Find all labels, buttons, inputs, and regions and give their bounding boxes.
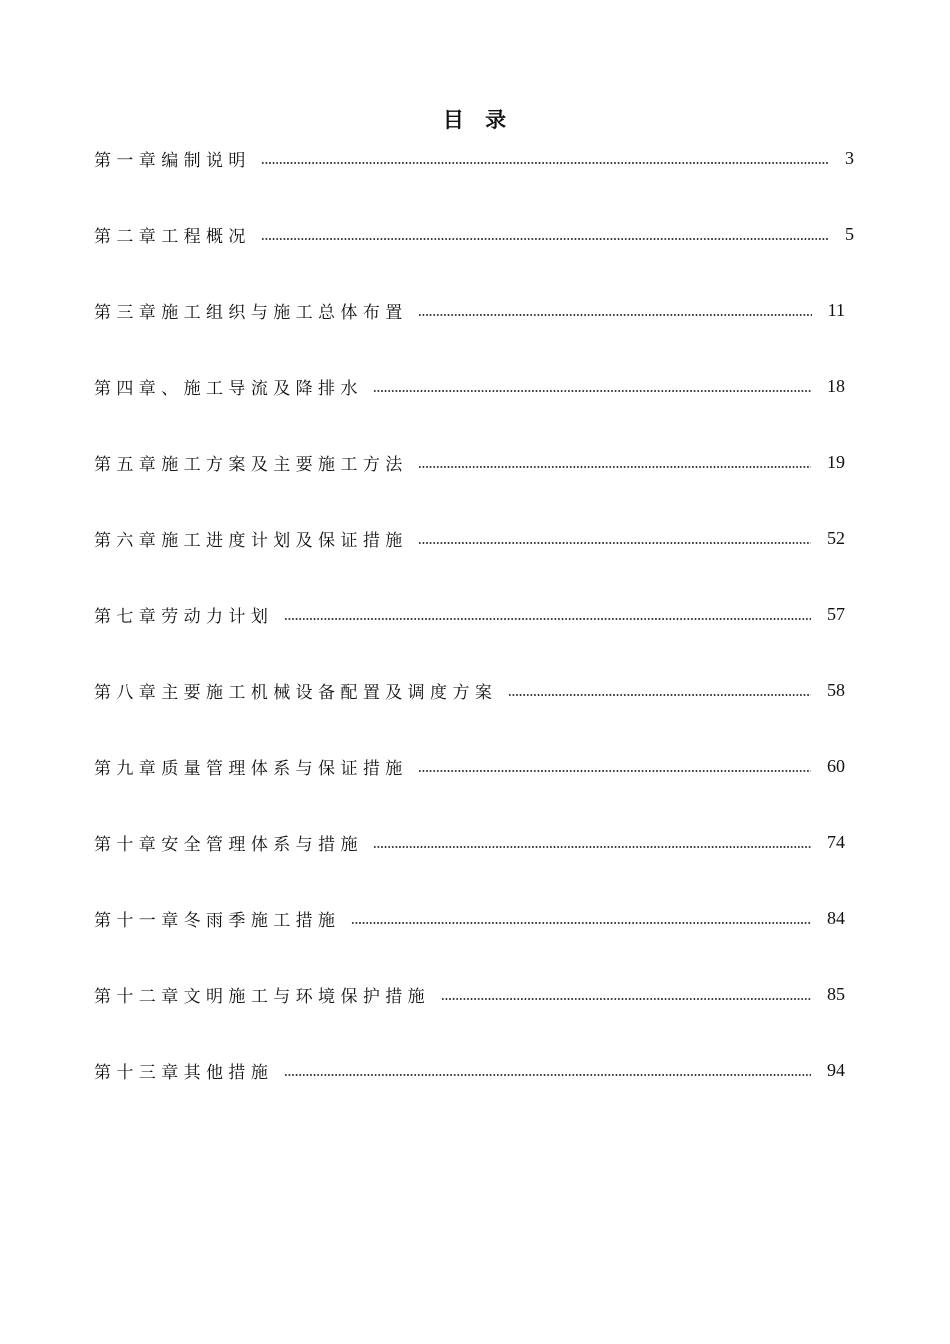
toc-entry[interactable] bbox=[94, 596, 845, 632]
toc-leader-dots bbox=[418, 466, 811, 468]
toc-entry-label: 第 一 章 编 制 说 明 bbox=[94, 150, 246, 171]
toc-entry[interactable] bbox=[94, 292, 845, 328]
toc-entry-label: 第 九 章 质 量 管 理 体 系 与 保 证 措 施 bbox=[94, 758, 403, 779]
toc-entry-label: 第 十 章 安 全 管 理 体 系 与 措 施 bbox=[94, 834, 358, 855]
toc-entry[interactable] bbox=[94, 824, 845, 860]
toc-entry[interactable] bbox=[94, 672, 845, 708]
toc-entry[interactable] bbox=[94, 140, 854, 176]
toc-entry[interactable] bbox=[94, 444, 845, 480]
toc-leader-dots bbox=[261, 238, 829, 240]
toc-leader-dots bbox=[373, 846, 811, 848]
toc-entry-label: 第 十 一 章 冬 雨 季 施 工 措 施 bbox=[94, 910, 336, 931]
toc-leader-dots bbox=[373, 390, 811, 392]
toc-entry[interactable] bbox=[94, 216, 854, 252]
toc-title: 目 录 bbox=[442, 108, 514, 132]
toc-entry-page: 85 bbox=[827, 983, 845, 1004]
toc-entry[interactable] bbox=[94, 976, 845, 1012]
toc-entry[interactable] bbox=[94, 520, 845, 556]
toc-entry-label: 第 十 二 章 文 明 施 工 与 环 境 保 护 措 施 bbox=[94, 986, 425, 1007]
toc-entry-page: 5 bbox=[845, 223, 854, 244]
toc-entry-page: 57 bbox=[827, 603, 845, 624]
toc-entry-label: 第 六 章 施 工 进 度 计 划 及 保 证 措 施 bbox=[94, 530, 403, 551]
toc-entry-page: 52 bbox=[827, 527, 845, 548]
toc-leader-dots bbox=[284, 1074, 811, 1076]
toc-entry-label: 第 四 章 、 施 工 导 流 及 降 排 水 bbox=[94, 378, 358, 399]
toc-entry-page: 60 bbox=[827, 755, 845, 776]
toc-entry-label: 第 二 章 工 程 概 况 bbox=[94, 226, 246, 247]
toc-entry[interactable] bbox=[94, 368, 845, 404]
toc-entry-page: 84 bbox=[827, 907, 845, 928]
toc-entry-page: 94 bbox=[827, 1059, 845, 1080]
toc-entry[interactable] bbox=[94, 1052, 845, 1088]
toc-entry-page: 3 bbox=[845, 147, 854, 168]
toc-leader-dots bbox=[351, 922, 811, 924]
toc-entry-label: 第 五 章 施 工 方 案 及 主 要 施 工 方 法 bbox=[94, 454, 403, 475]
toc-entry-label: 第 十 三 章 其 他 措 施 bbox=[94, 1062, 268, 1083]
toc-entry-page: 18 bbox=[827, 375, 845, 396]
toc-entry-label: 第 七 章 劳 动 力 计 划 bbox=[94, 606, 268, 627]
toc-entry-label: 第 八 章 主 要 施 工 机 械 设 备 配 置 及 调 度 方 案 bbox=[94, 682, 492, 703]
toc-leader-dots bbox=[441, 998, 811, 1000]
toc-entry[interactable] bbox=[94, 748, 845, 784]
toc-leader-dots bbox=[418, 542, 811, 544]
toc-entry-page: 11 bbox=[827, 299, 845, 320]
toc-leader-dots bbox=[261, 162, 829, 164]
toc-entry-page: 58 bbox=[827, 679, 845, 700]
toc-leader-dots bbox=[508, 694, 811, 696]
toc-entry[interactable] bbox=[94, 900, 845, 936]
toc-entry-page: 19 bbox=[827, 451, 845, 472]
toc-leader-dots bbox=[418, 314, 811, 316]
toc-leader-dots bbox=[284, 618, 811, 620]
toc-entry-label: 第 三 章 施 工 组 织 与 施 工 总 体 布 置 bbox=[94, 302, 403, 323]
toc-entry-page: 74 bbox=[827, 831, 845, 852]
toc-leader-dots bbox=[418, 770, 811, 772]
